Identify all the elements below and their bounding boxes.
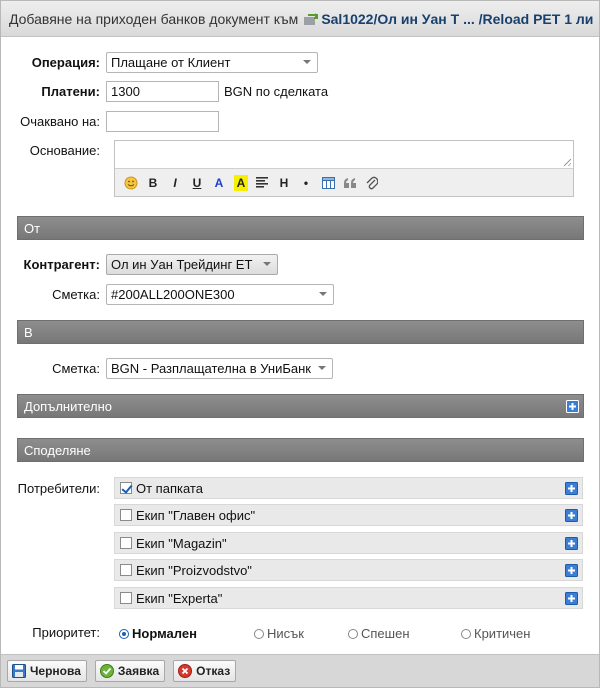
- checkbox-unchecked[interactable]: [120, 564, 132, 576]
- italic-button[interactable]: I: [173, 175, 177, 190]
- share-user-label: Екип "Proizvodstvo": [136, 562, 252, 578]
- to-account-value: BGN - Разплащателна в УниБанк: [111, 361, 311, 376]
- share-user-row[interactable]: [114, 532, 583, 554]
- chevron-down-icon: [318, 366, 326, 370]
- cancel-button-label: Отказ: [196, 664, 231, 678]
- paid-label: Платени:: [41, 84, 100, 99]
- editor-toolbar: [115, 169, 573, 196]
- dialog-title-link[interactable]: Sal1022/Ол ин Уан Т ... /Reload PET 1 ли: [321, 10, 594, 27]
- table-icon[interactable]: [318, 173, 338, 193]
- priority-row: [1, 625, 106, 640]
- expected-row: [1, 111, 219, 132]
- expand-plus-icon[interactable]: [565, 537, 578, 550]
- resize-grip-icon[interactable]: [564, 159, 571, 166]
- share-user-row[interactable]: [114, 504, 583, 526]
- from-account-label: Сметка:: [52, 287, 100, 302]
- from-account-value: #200ALL200ONE300: [111, 287, 235, 302]
- users-row: [1, 481, 106, 496]
- from-account-row: [1, 284, 334, 305]
- priority-option-label: Нормален: [132, 626, 197, 641]
- quote-icon[interactable]: [340, 173, 360, 193]
- section-extra-title: Допълнително: [24, 398, 112, 414]
- expand-plus-icon[interactable]: [565, 482, 578, 495]
- attachment-icon[interactable]: [362, 173, 382, 193]
- to-account-label: Сметка:: [52, 361, 100, 376]
- section-share-title: Споделяне: [24, 442, 91, 458]
- from-account-select[interactable]: [106, 284, 334, 305]
- text-color-button[interactable]: A: [214, 175, 224, 190]
- check-circle-icon: [100, 664, 114, 678]
- paid-input[interactable]: 1300: [106, 81, 219, 102]
- save-disk-icon: [12, 664, 26, 678]
- bullet-list-button[interactable]: •: [303, 175, 309, 190]
- dialog-titlebar: [1, 1, 599, 37]
- counterparty-value: Ол ин Уан Трейдинг ЕТ: [111, 257, 253, 272]
- reason-editor: [114, 140, 574, 197]
- close-circle-icon: [178, 664, 192, 678]
- section-extra-header[interactable]: [17, 394, 584, 418]
- to-account-select[interactable]: [106, 358, 333, 379]
- section-from-header[interactable]: [17, 216, 584, 240]
- checkbox-checked[interactable]: [120, 482, 132, 494]
- smiley-icon[interactable]: [121, 173, 141, 193]
- radio-selected[interactable]: [119, 629, 129, 639]
- share-user-row[interactable]: [114, 477, 583, 499]
- priority-option-critical[interactable]: [461, 626, 530, 641]
- checkbox-unchecked[interactable]: [120, 537, 132, 549]
- priority-option-label: Спешен: [361, 626, 410, 641]
- expected-label: Очаквано на:: [20, 114, 100, 129]
- share-user-label: От папката: [136, 480, 203, 496]
- share-user-label: Екип "Experta": [136, 590, 223, 606]
- bold-button[interactable]: B: [148, 175, 158, 190]
- share-user-row[interactable]: [114, 559, 583, 581]
- align-icon[interactable]: [252, 173, 272, 193]
- deal-icon: [303, 13, 319, 27]
- priority-option-label: Критичен: [474, 626, 531, 641]
- section-from-title: От: [24, 220, 41, 236]
- draft-button[interactable]: [7, 660, 87, 682]
- highlight-button[interactable]: A: [234, 175, 248, 191]
- dialog-title-prefix: Добавяне на приходен банков документ към: [9, 10, 299, 27]
- share-user-label: Екип "Magazin": [136, 535, 227, 551]
- priority-option-low[interactable]: [254, 626, 304, 641]
- heading-button[interactable]: H: [279, 175, 289, 190]
- section-to-title: В: [24, 324, 33, 340]
- expand-plus-icon[interactable]: [565, 592, 578, 605]
- priority-option-normal[interactable]: [119, 626, 197, 641]
- paid-row: [1, 81, 328, 102]
- share-user-row[interactable]: [114, 587, 583, 609]
- counterparty-select[interactable]: [106, 254, 278, 275]
- operation-row: [1, 52, 318, 73]
- radio-unselected[interactable]: [254, 629, 264, 639]
- checkbox-unchecked[interactable]: [120, 509, 132, 521]
- counterparty-row: [1, 254, 278, 275]
- radio-unselected[interactable]: [461, 629, 471, 639]
- share-user-label: Екип "Главен офис": [136, 507, 256, 523]
- section-share-header[interactable]: [17, 438, 584, 462]
- chevron-down-icon: [263, 262, 271, 266]
- submit-button-label: Заявка: [117, 664, 160, 678]
- operation-select[interactable]: [106, 52, 318, 73]
- radio-unselected[interactable]: [348, 629, 358, 639]
- expected-date-input[interactable]: [106, 111, 219, 132]
- cancel-button[interactable]: [173, 660, 236, 682]
- expand-plus-icon[interactable]: [565, 564, 578, 577]
- submit-button[interactable]: [95, 660, 165, 682]
- reason-row: [1, 143, 106, 158]
- users-label: Потребители:: [17, 481, 100, 496]
- operation-value: Плащане от Клиент: [111, 55, 231, 70]
- dialog-footer: [1, 654, 599, 687]
- reason-textarea[interactable]: [115, 141, 573, 169]
- chevron-down-icon: [303, 60, 311, 64]
- priority-label: Приоритет:: [32, 625, 100, 640]
- checkbox-unchecked[interactable]: [120, 592, 132, 604]
- underline-button[interactable]: U: [192, 175, 202, 190]
- draft-button-label: Чернова: [30, 664, 81, 678]
- expand-plus-icon[interactable]: [566, 400, 579, 413]
- priority-option-label: Нисък: [267, 626, 304, 641]
- reason-label: Основание:: [29, 143, 100, 158]
- to-account-row: [1, 358, 333, 379]
- chevron-down-icon: [319, 292, 327, 296]
- expand-plus-icon[interactable]: [565, 509, 578, 522]
- section-to-header[interactable]: [17, 320, 584, 344]
- priority-option-urgent[interactable]: [348, 626, 410, 641]
- operation-label: Операция:: [31, 55, 100, 70]
- counterparty-label: Контрагент:: [23, 257, 100, 272]
- paid-currency-suffix: BGN по сделката: [224, 84, 329, 99]
